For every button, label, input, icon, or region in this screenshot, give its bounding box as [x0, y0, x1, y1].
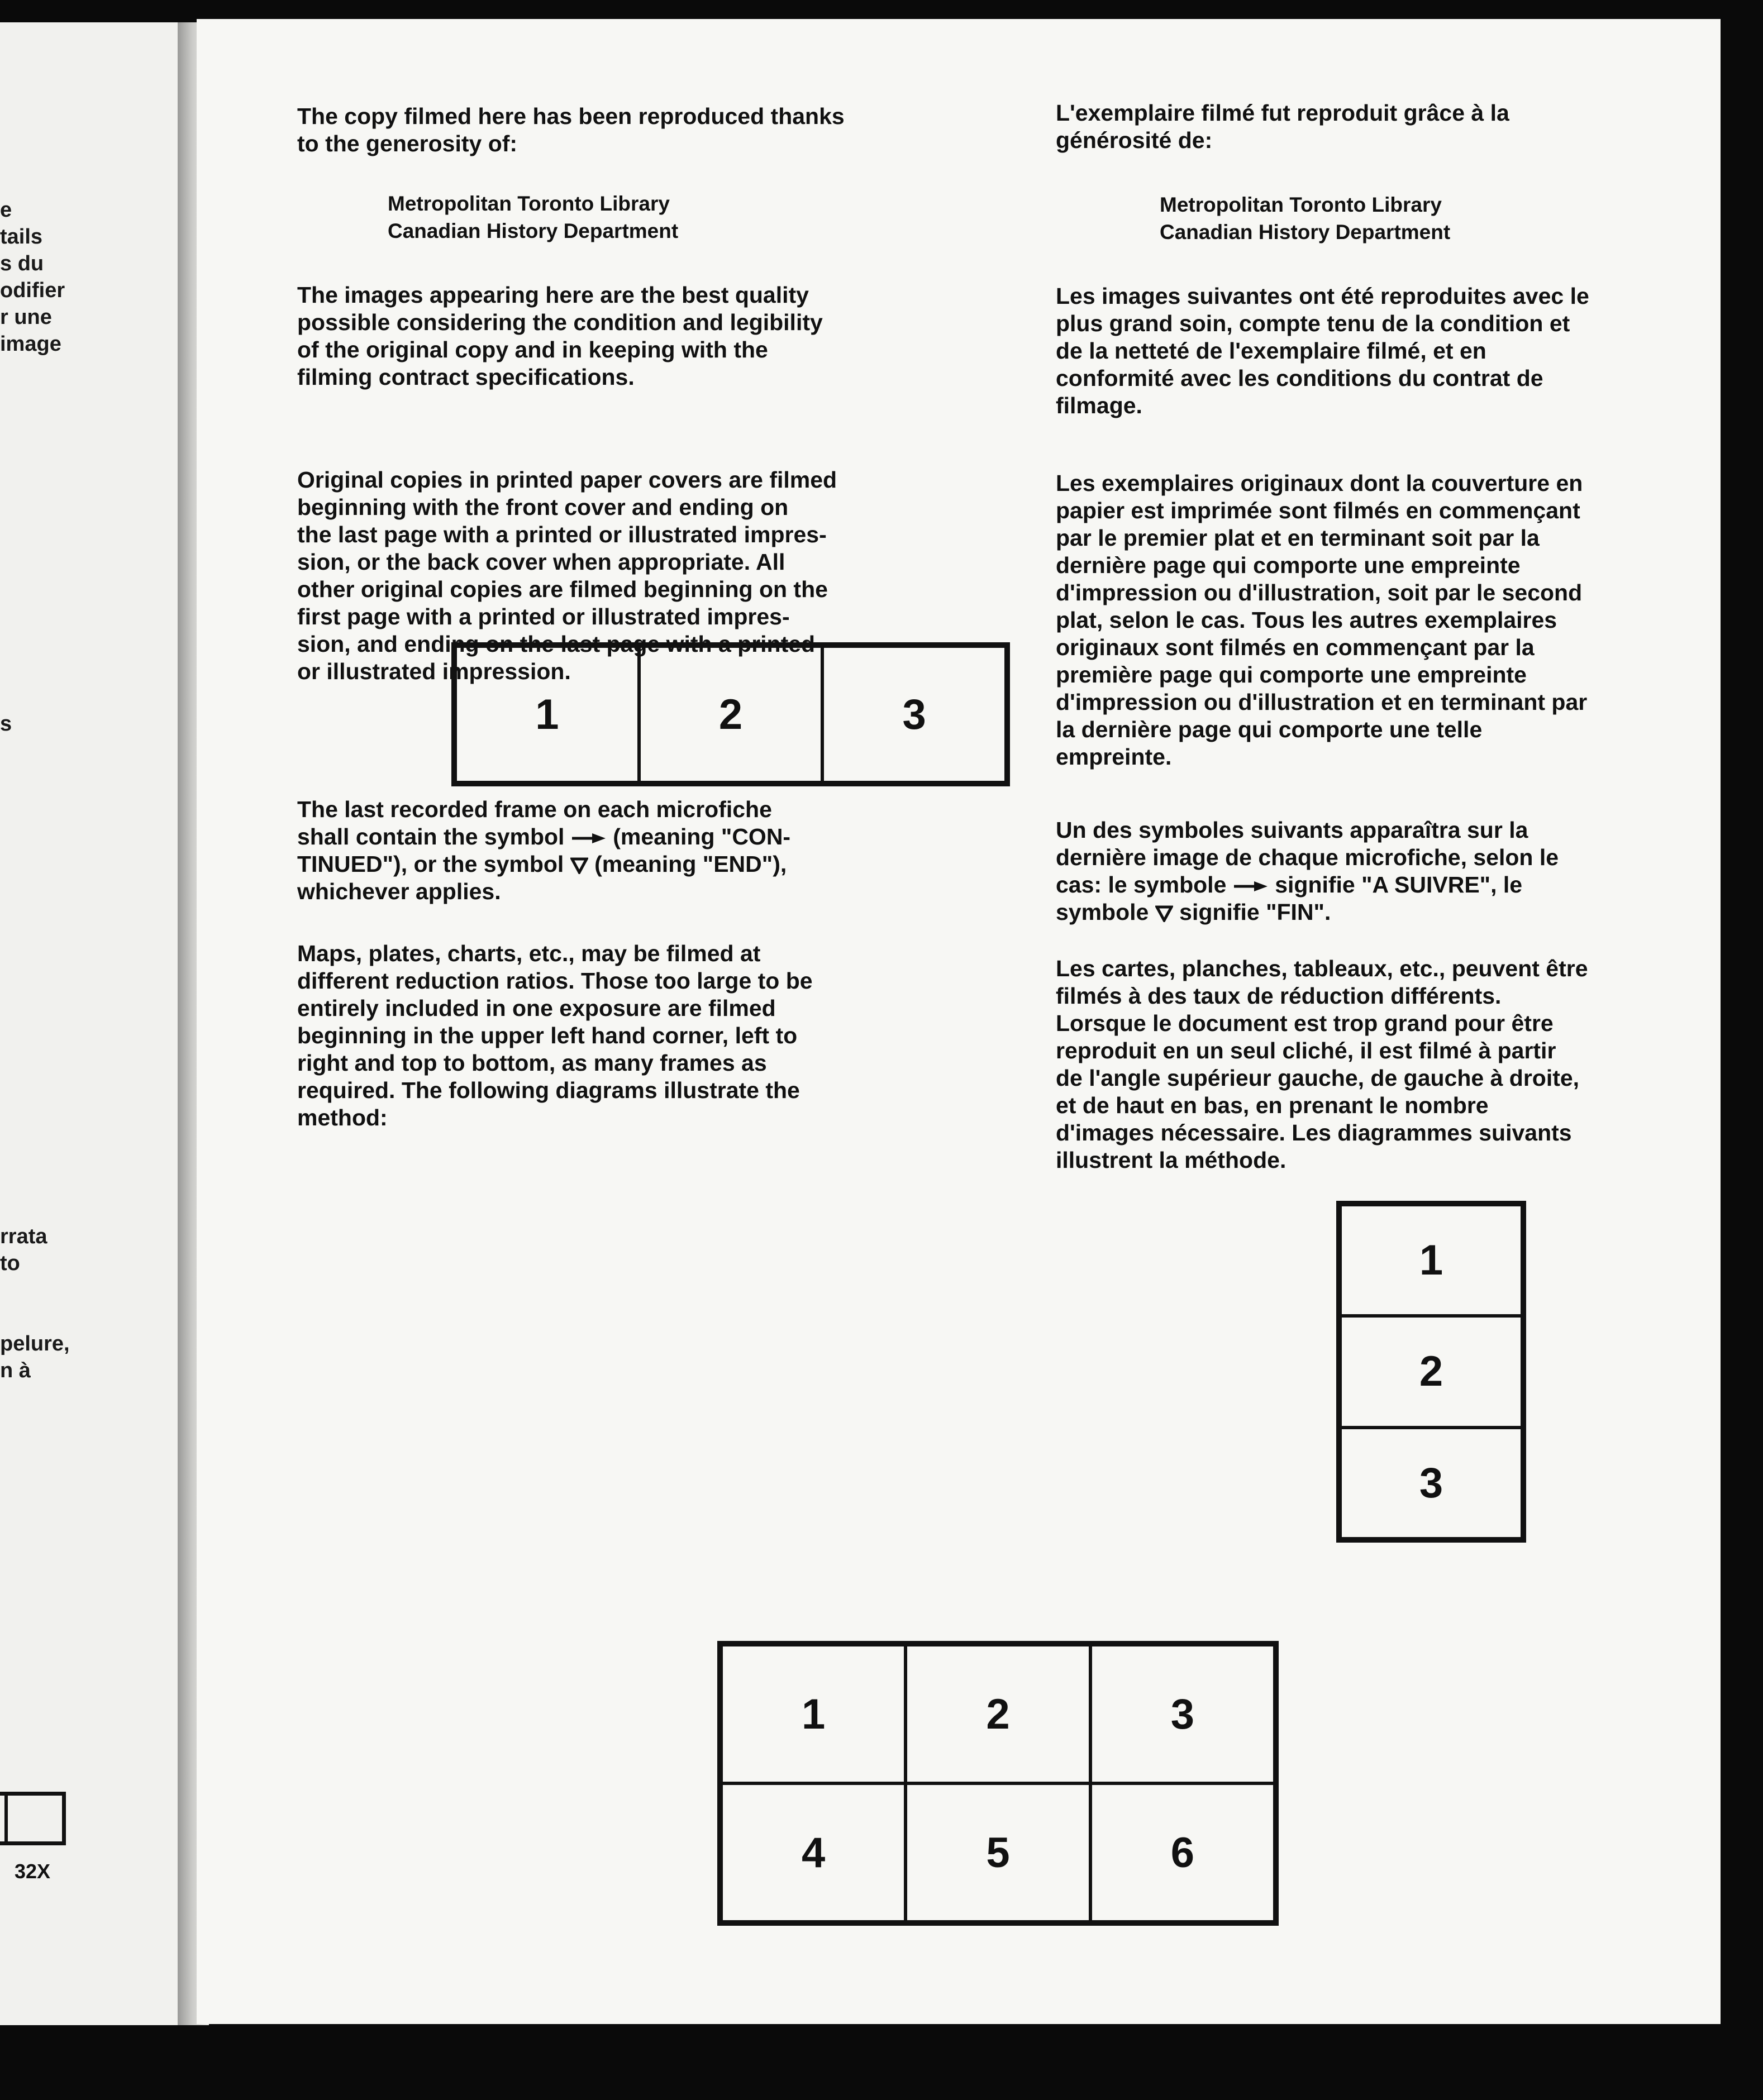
diagram-cell: 6: [1090, 1783, 1275, 1922]
diagram-vertical: [1336, 1201, 1526, 1543]
diagram-cell: 3: [822, 646, 1006, 782]
english-column: [297, 103, 928, 1132]
english-library: Metropolitan Toronto Library Canadian History Department: [388, 192, 679, 242]
french-library: Metropolitan Toronto Library Canadian History Department: [1160, 193, 1451, 244]
prev-fragment: tails: [0, 225, 43, 249]
french-covers: Les exemplaires originaux dont la couverture en papier est imprimée sont filmés en commençant par le premier plat et en terminant soit par la dernière page qui comporte une empreinte d'impression ou d'illustration, soit par le second plat, selon le cas. Tous les autres exemplaires originaux sont filmés en commençant par la première page qui comporte une empreinte d'impression ou d'illustration et en terminant par la dernière page qui comporte une telle empreinte.: [1056, 470, 1588, 770]
prev-fragment: pelure,: [0, 1332, 70, 1356]
french-symbols-text-1: Un des symboles suivants apparaîtra sur la dernière image de chaque microfiche, selon le cas: le symbole: [1056, 817, 1559, 898]
diagram-cell: 3: [1340, 1428, 1522, 1539]
prev-fragment: s du: [0, 252, 44, 275]
prev-fragment: rrata: [0, 1225, 47, 1248]
prev-fragment: r une: [0, 306, 52, 329]
english-symbols-text-1: The last recorded frame on each microfiche shall contain the symbol: [297, 796, 772, 849]
continued-arrow-icon: [1233, 872, 1269, 898]
diagram-cell: 5: [906, 1783, 1090, 1922]
french-symbols: [1056, 817, 1712, 926]
english-covers: Original copies in printed paper covers are filmed beginning with the front cover and ending on the last page with a printed or illustrated impres- sion, or the back cover when appropriate. All other original copies are filmed beginning on the first page with a printed or illustrated impres- sion, and ending on the last page with a printed or illustrated impression.: [297, 467, 837, 684]
english-quality: The images appearing here are the best quality possible considering the condition and legibility of the original copy and in keeping with the filming contract specifications.: [297, 282, 823, 390]
diagram-cell: 2: [1340, 1316, 1522, 1427]
english-symbols-text-3: (meaning "END"), whichever applies.: [297, 851, 787, 904]
prev-fragment: e: [0, 198, 12, 222]
main-page: [197, 19, 1721, 2024]
diagram-cell: 1: [455, 646, 639, 782]
end-triangle-icon: [1155, 899, 1173, 925]
diagram-horizontal: [451, 642, 1010, 786]
diagram-cell: 1: [1340, 1205, 1522, 1316]
french-intro: L'exemplaire filmé fut reproduit grâce à la générosité de:: [1056, 100, 1509, 153]
prev-fragment: to: [0, 1252, 20, 1275]
reduction-label: 32X: [15, 1860, 51, 1883]
french-symbols-text-2: signifie "A SUIVRE", le symbole: [1056, 872, 1523, 925]
english-maps: Maps, plates, charts, etc., may be filmed at different reduction ratios. Those too large to be entirely included in one exposure are filmed beginning in the upper left hand corner, left to right and top to bottom, as many frames as required. The following diagrams illustrate the method:: [297, 941, 813, 1130]
prev-fragment: odifier: [0, 279, 65, 302]
english-symbols-text-2: (meaning "CON- TINUED"), or the symbol: [297, 824, 791, 877]
english-intro: The copy filmed here has been reproduced thanks to the generosity of:: [297, 103, 845, 156]
french-column: [1056, 99, 1712, 1174]
resolution-target-box: [0, 1792, 66, 1845]
french-maps: Les cartes, planches, tableaux, etc., peuvent être filmés à des taux de réduction différents. Lorsque le document est trop grand pour être reproduit en un seul cliché, il est filmé à partir de l'angle supérieur gauche, de gauche à droite, et de haut en bas, en prenant le nombre d'images nécessaire. Les diagrammes suivants illustrent la méthode.: [1056, 956, 1588, 1173]
diagram-cell: 4: [721, 1783, 906, 1922]
french-symbols-text-3: signifie "FIN".: [1179, 899, 1331, 925]
continued-arrow-icon: [571, 824, 607, 849]
end-triangle-icon: [570, 851, 588, 877]
french-quality: Les images suivantes ont été reproduites avec le plus grand soin, compte tenu de la condition et de la netteté de l'exemplaire filmé, et en conformité avec les conditions du contrat de filmage.: [1056, 283, 1589, 418]
diagram-grid: [717, 1641, 1279, 1926]
diagram-cell: 2: [639, 646, 823, 782]
prev-fragment: image: [0, 332, 61, 356]
prev-fragment: s: [0, 712, 12, 736]
diagram-cell: 3: [1090, 1645, 1275, 1783]
diagram-cell: 2: [906, 1645, 1090, 1783]
english-symbols: [297, 796, 928, 905]
diagram-cell: 1: [721, 1645, 906, 1783]
prev-fragment: n à: [0, 1359, 31, 1382]
